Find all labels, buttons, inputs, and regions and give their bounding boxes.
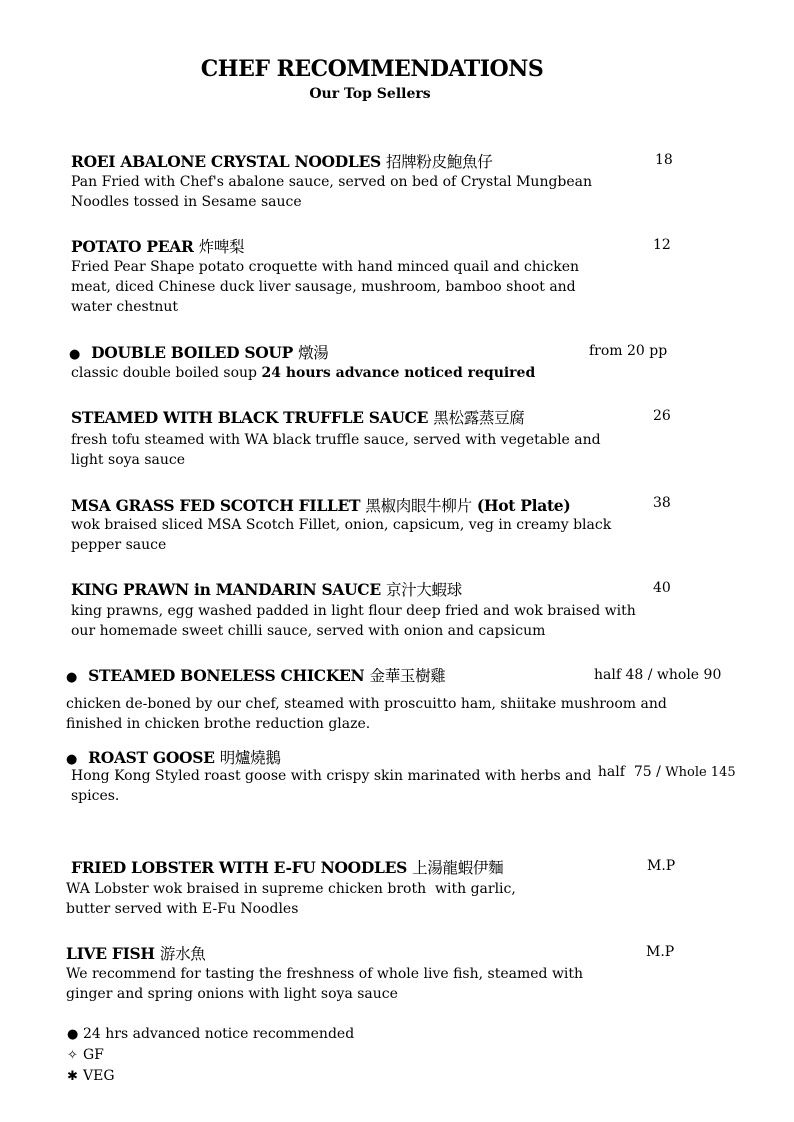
item-name-en: MSA GRASS FED SCOTCH FILLET <box>71 496 361 515</box>
desc-line: Hong Kong Styled roast goose with crispy skin marinated with herbs and <box>71 768 592 784</box>
item-description <box>66 964 583 1004</box>
item-name-cn: 京汁大蝦球 <box>385 581 462 599</box>
item-price <box>589 748 736 780</box>
desc-line: fresh tofu steamed with WA black truffle sauce, served with vegetable and <box>71 432 601 448</box>
item-name-en: LIVE FISH <box>66 944 155 963</box>
item-name-black-truffle-tofu <box>71 406 525 428</box>
price-half: half 75 / <box>597 764 666 780</box>
advance-notice-bullet-icon: ● <box>66 670 78 685</box>
item-description <box>71 766 591 806</box>
desc-line: Noodles tossed in Sesame sauce <box>71 194 302 210</box>
desc-line: WA Lobster wok braised in supreme chicken broth with garlic, <box>66 881 516 897</box>
legend-text: GF <box>83 1047 104 1063</box>
desc-text: classic double boiled soup <box>71 365 262 381</box>
desc-line: chicken de-boned by our chef, steamed with proscuitto ham, shiitake mushroom and <box>66 696 667 712</box>
item-name-king-prawn <box>71 578 462 600</box>
desc-line: spices. <box>71 788 120 804</box>
item-name-en: STEAMED BONELESS CHICKEN <box>88 666 365 685</box>
desc-line: water chestnut <box>71 299 178 315</box>
desc-line: Fried Pear Shape potato croquette with hand minced quail and chicken <box>71 259 579 275</box>
item-name-suffix: (Hot Plate) <box>476 496 571 515</box>
desc-line: butter served with E-Fu Noodles <box>66 901 299 917</box>
desc-line: our homemade sweet chilli sauce, served with onion and capsicum <box>71 623 546 639</box>
item-description <box>71 430 601 470</box>
sparkle-icon: ✧ <box>67 1048 78 1063</box>
item-name-double-boiled-soup <box>69 341 329 363</box>
item-name-en: KING PRAWN in MANDARIN SAUCE <box>71 580 381 599</box>
legend-row-gf <box>67 1045 354 1066</box>
advance-notice-bullet-icon: ● <box>69 347 81 362</box>
desc-line: We recommend for tasting the freshness of whole live fish, steamed with <box>66 966 584 982</box>
asterisk-icon: ✱ <box>67 1069 78 1084</box>
dietary-legend <box>67 1024 354 1087</box>
item-description <box>71 172 592 212</box>
item-name-cn: 游水魚 <box>159 945 206 963</box>
item-name-cn: 炸啤梨 <box>198 238 245 256</box>
price-whole: Whole 145 <box>665 765 736 780</box>
item-name-en: ROAST GOOSE <box>88 748 215 767</box>
legend-text: 24 hrs advanced notice recommended <box>83 1026 355 1042</box>
item-price: M.P <box>647 858 676 874</box>
item-price: 12 <box>653 237 671 253</box>
item-name-cn: 明爐燒鵝 <box>219 749 281 767</box>
item-name-abalone-noodles <box>71 150 492 172</box>
item-name-roast-goose <box>66 746 281 768</box>
desc-line: wok braised sliced MSA Scotch Fillet, onion, capsicum, veg in creamy black <box>71 517 612 533</box>
item-price: 38 <box>653 495 671 511</box>
item-name-cn: 金華玉樹雞 <box>369 667 446 685</box>
item-name-fried-lobster <box>71 856 503 878</box>
item-price: from 20 pp <box>589 343 668 359</box>
desc-notice: 24 hours advance noticed required <box>261 365 536 381</box>
menu-title: CHEF RECOMMENDATIONS <box>200 56 544 82</box>
item-name-en: DOUBLE BOILED SOUP <box>91 343 293 362</box>
desc-line: light soya sauce <box>71 452 186 468</box>
desc-line: pepper sauce <box>71 537 167 553</box>
desc-line: meat, diced Chinese duck liver sausage, mushroom, bamboo shoot and <box>71 279 576 295</box>
item-name-en: FRIED LOBSTER WITH E-FU NOODLES <box>71 858 408 877</box>
item-description <box>71 257 579 317</box>
item-name-live-fish <box>66 942 206 964</box>
legend-row-advance-notice <box>67 1024 354 1045</box>
item-description <box>71 601 636 641</box>
item-description <box>66 694 667 734</box>
desc-line: Pan Fried with Chef's abalone sauce, served on bed of Crystal Mungbean <box>71 174 593 190</box>
item-name-cn: 上湯龍蝦伊麵 <box>412 859 504 877</box>
item-price: half 48 / whole 90 <box>594 667 722 683</box>
item-name-cn: 招牌粉皮鮑魚仔 <box>386 153 493 171</box>
item-name-potato-pear <box>71 235 244 257</box>
legend-text: VEG <box>83 1068 115 1084</box>
item-name-cn: 黑椒肉眼牛柳片 <box>365 497 472 515</box>
item-price: 18 <box>655 152 673 168</box>
item-description <box>71 363 535 383</box>
item-name-en: POTATO PEAR <box>71 237 194 256</box>
item-name-en: STEAMED WITH BLACK TRUFFLE SAUCE <box>71 408 429 427</box>
item-name-cn: 黑松露蒸豆腐 <box>433 409 525 427</box>
bullet-icon: ● <box>67 1027 79 1042</box>
item-name-boneless-chicken <box>66 664 446 686</box>
menu-subtitle: Our Top Sellers <box>309 86 431 102</box>
desc-line: ginger and spring onions with light soya sauce <box>66 986 398 1002</box>
item-description <box>71 515 611 555</box>
item-price: 40 <box>653 580 671 596</box>
item-price: M.P <box>646 944 675 960</box>
desc-line: king prawns, egg washed padded in light flour deep fried and wok braised with <box>71 603 636 619</box>
desc-line: finished in chicken brothe reduction glaze. <box>66 716 371 732</box>
legend-row-veg <box>67 1066 354 1087</box>
item-name-scotch-fillet <box>71 494 570 516</box>
item-name-cn: 燉湯 <box>298 344 329 362</box>
advance-notice-bullet-icon: ● <box>66 752 78 767</box>
item-description <box>66 879 516 919</box>
item-name-en: ROEI ABALONE CRYSTAL NOODLES <box>71 152 381 171</box>
item-price: 26 <box>653 408 671 424</box>
